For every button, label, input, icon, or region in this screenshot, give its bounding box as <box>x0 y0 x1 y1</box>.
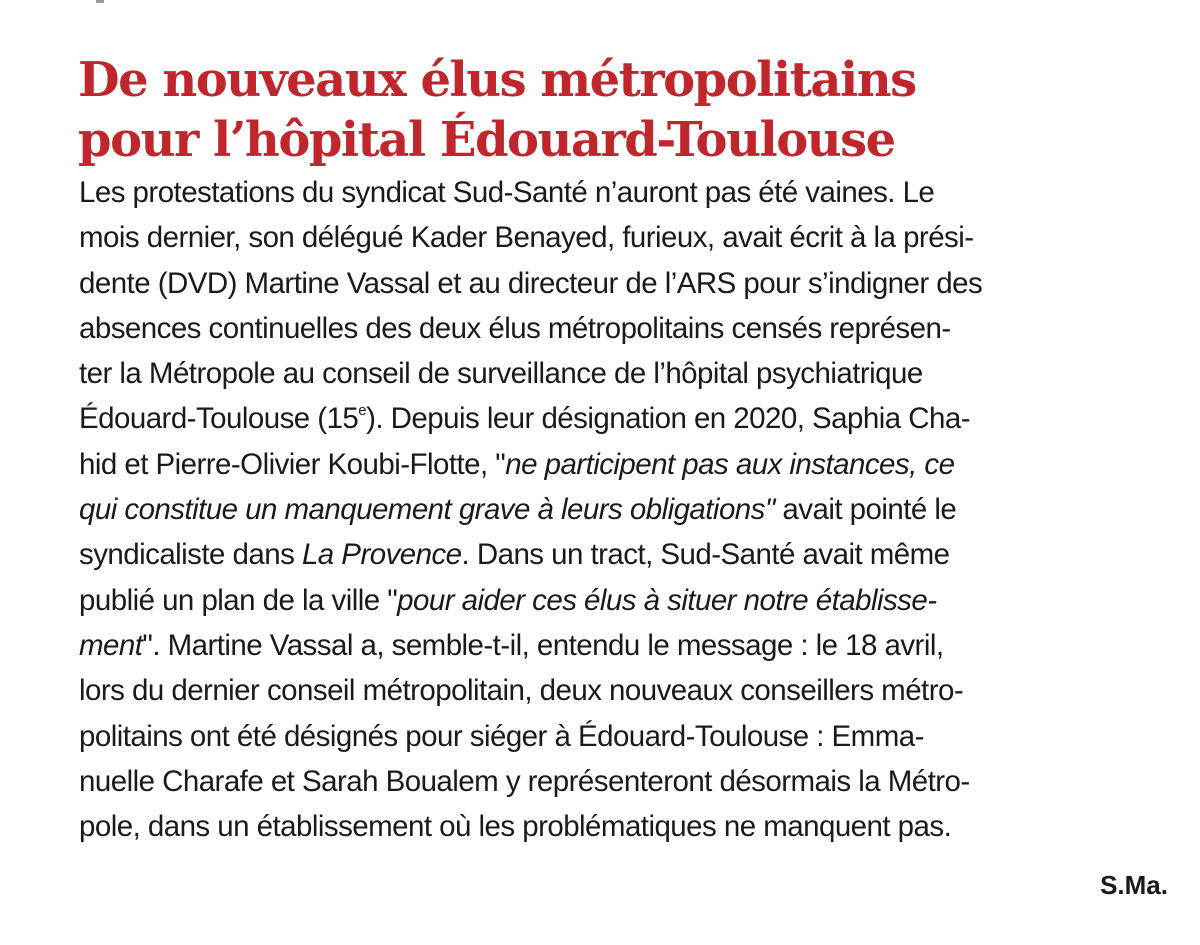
body-line <box>79 396 1169 441</box>
body-text: dente (DVD) Martine Vassal et au directeur de l’ARS pour s’indigner des <box>79 266 983 300</box>
body-line <box>79 351 1169 396</box>
body-line <box>79 442 1169 487</box>
body-line <box>79 578 1169 623</box>
body-line <box>79 804 1169 849</box>
page-edge-mark <box>96 0 104 3</box>
article-title <box>78 50 1168 170</box>
quote-text: ne participent pas aux instances, ce <box>505 447 955 481</box>
body-line <box>79 261 1169 306</box>
quote-text: qui constitue un manquement grave à leurs obligations" <box>79 493 775 527</box>
body-text: ). Depuis leur désignation en 2020, Saphia Cha- <box>366 402 970 436</box>
body-line <box>79 532 1169 577</box>
body-text: syndicaliste dans <box>79 538 302 572</box>
body-text: absences continuelles des deux élus métropolitains censés représen- <box>79 311 951 345</box>
body-text: nuelle Charafe et Sarah Boualem y représenteront désormais la Métro- <box>79 764 970 798</box>
arrondissement-superscript: e <box>358 402 367 420</box>
body-text: politains ont été désignés pour siéger à Édouard-Toulouse : Emma- <box>79 719 924 753</box>
body-text: pole, dans un établissement où les problématiques ne manquent pas. <box>79 810 952 844</box>
article-body <box>79 170 1169 849</box>
body-line <box>79 170 1169 215</box>
body-text: mois dernier, son délégué Kader Benayed, furieux, avait écrit à la prési- <box>79 221 974 255</box>
body-text: publié un plan de la ville " <box>79 583 398 617</box>
quote-text: ment <box>79 628 143 662</box>
body-line <box>79 623 1169 668</box>
body-line <box>79 306 1169 351</box>
body-text: ". Martine Vassal a, semble-t-il, entendu le message : le 18 avril, <box>142 628 944 662</box>
quote-text: pour aider ces élus à situer notre établisse- <box>397 583 937 617</box>
body-line <box>79 759 1169 804</box>
body-line <box>79 668 1169 713</box>
title-line: pour l’hôpital Édouard-Toulouse <box>78 112 895 168</box>
body-text: lors du dernier conseil métropolitain, deux nouveaux conseillers métro- <box>79 674 964 708</box>
body-line <box>79 714 1169 759</box>
body-text: avait pointé le <box>774 493 957 527</box>
body-text: . Dans un tract, Sud-Santé avait même <box>461 538 950 572</box>
body-text: Les protestations du syndicat Sud-Santé n’auront pas été vaines. Le <box>79 176 935 209</box>
body-line <box>79 487 1169 532</box>
body-line <box>79 215 1169 260</box>
author-signature: S.Ma. <box>1100 870 1168 900</box>
body-text: ter la Métropole au conseil de surveillance de l’hôpital psychiatrique <box>79 357 923 391</box>
newspaper-name: La Provence <box>301 538 462 572</box>
title-line: De nouveaux élus métropolitains <box>78 52 916 108</box>
body-text: Édouard-Toulouse (15 <box>79 402 359 436</box>
body-text: hid et Pierre-Olivier Koubi-Flotte, " <box>79 447 506 481</box>
